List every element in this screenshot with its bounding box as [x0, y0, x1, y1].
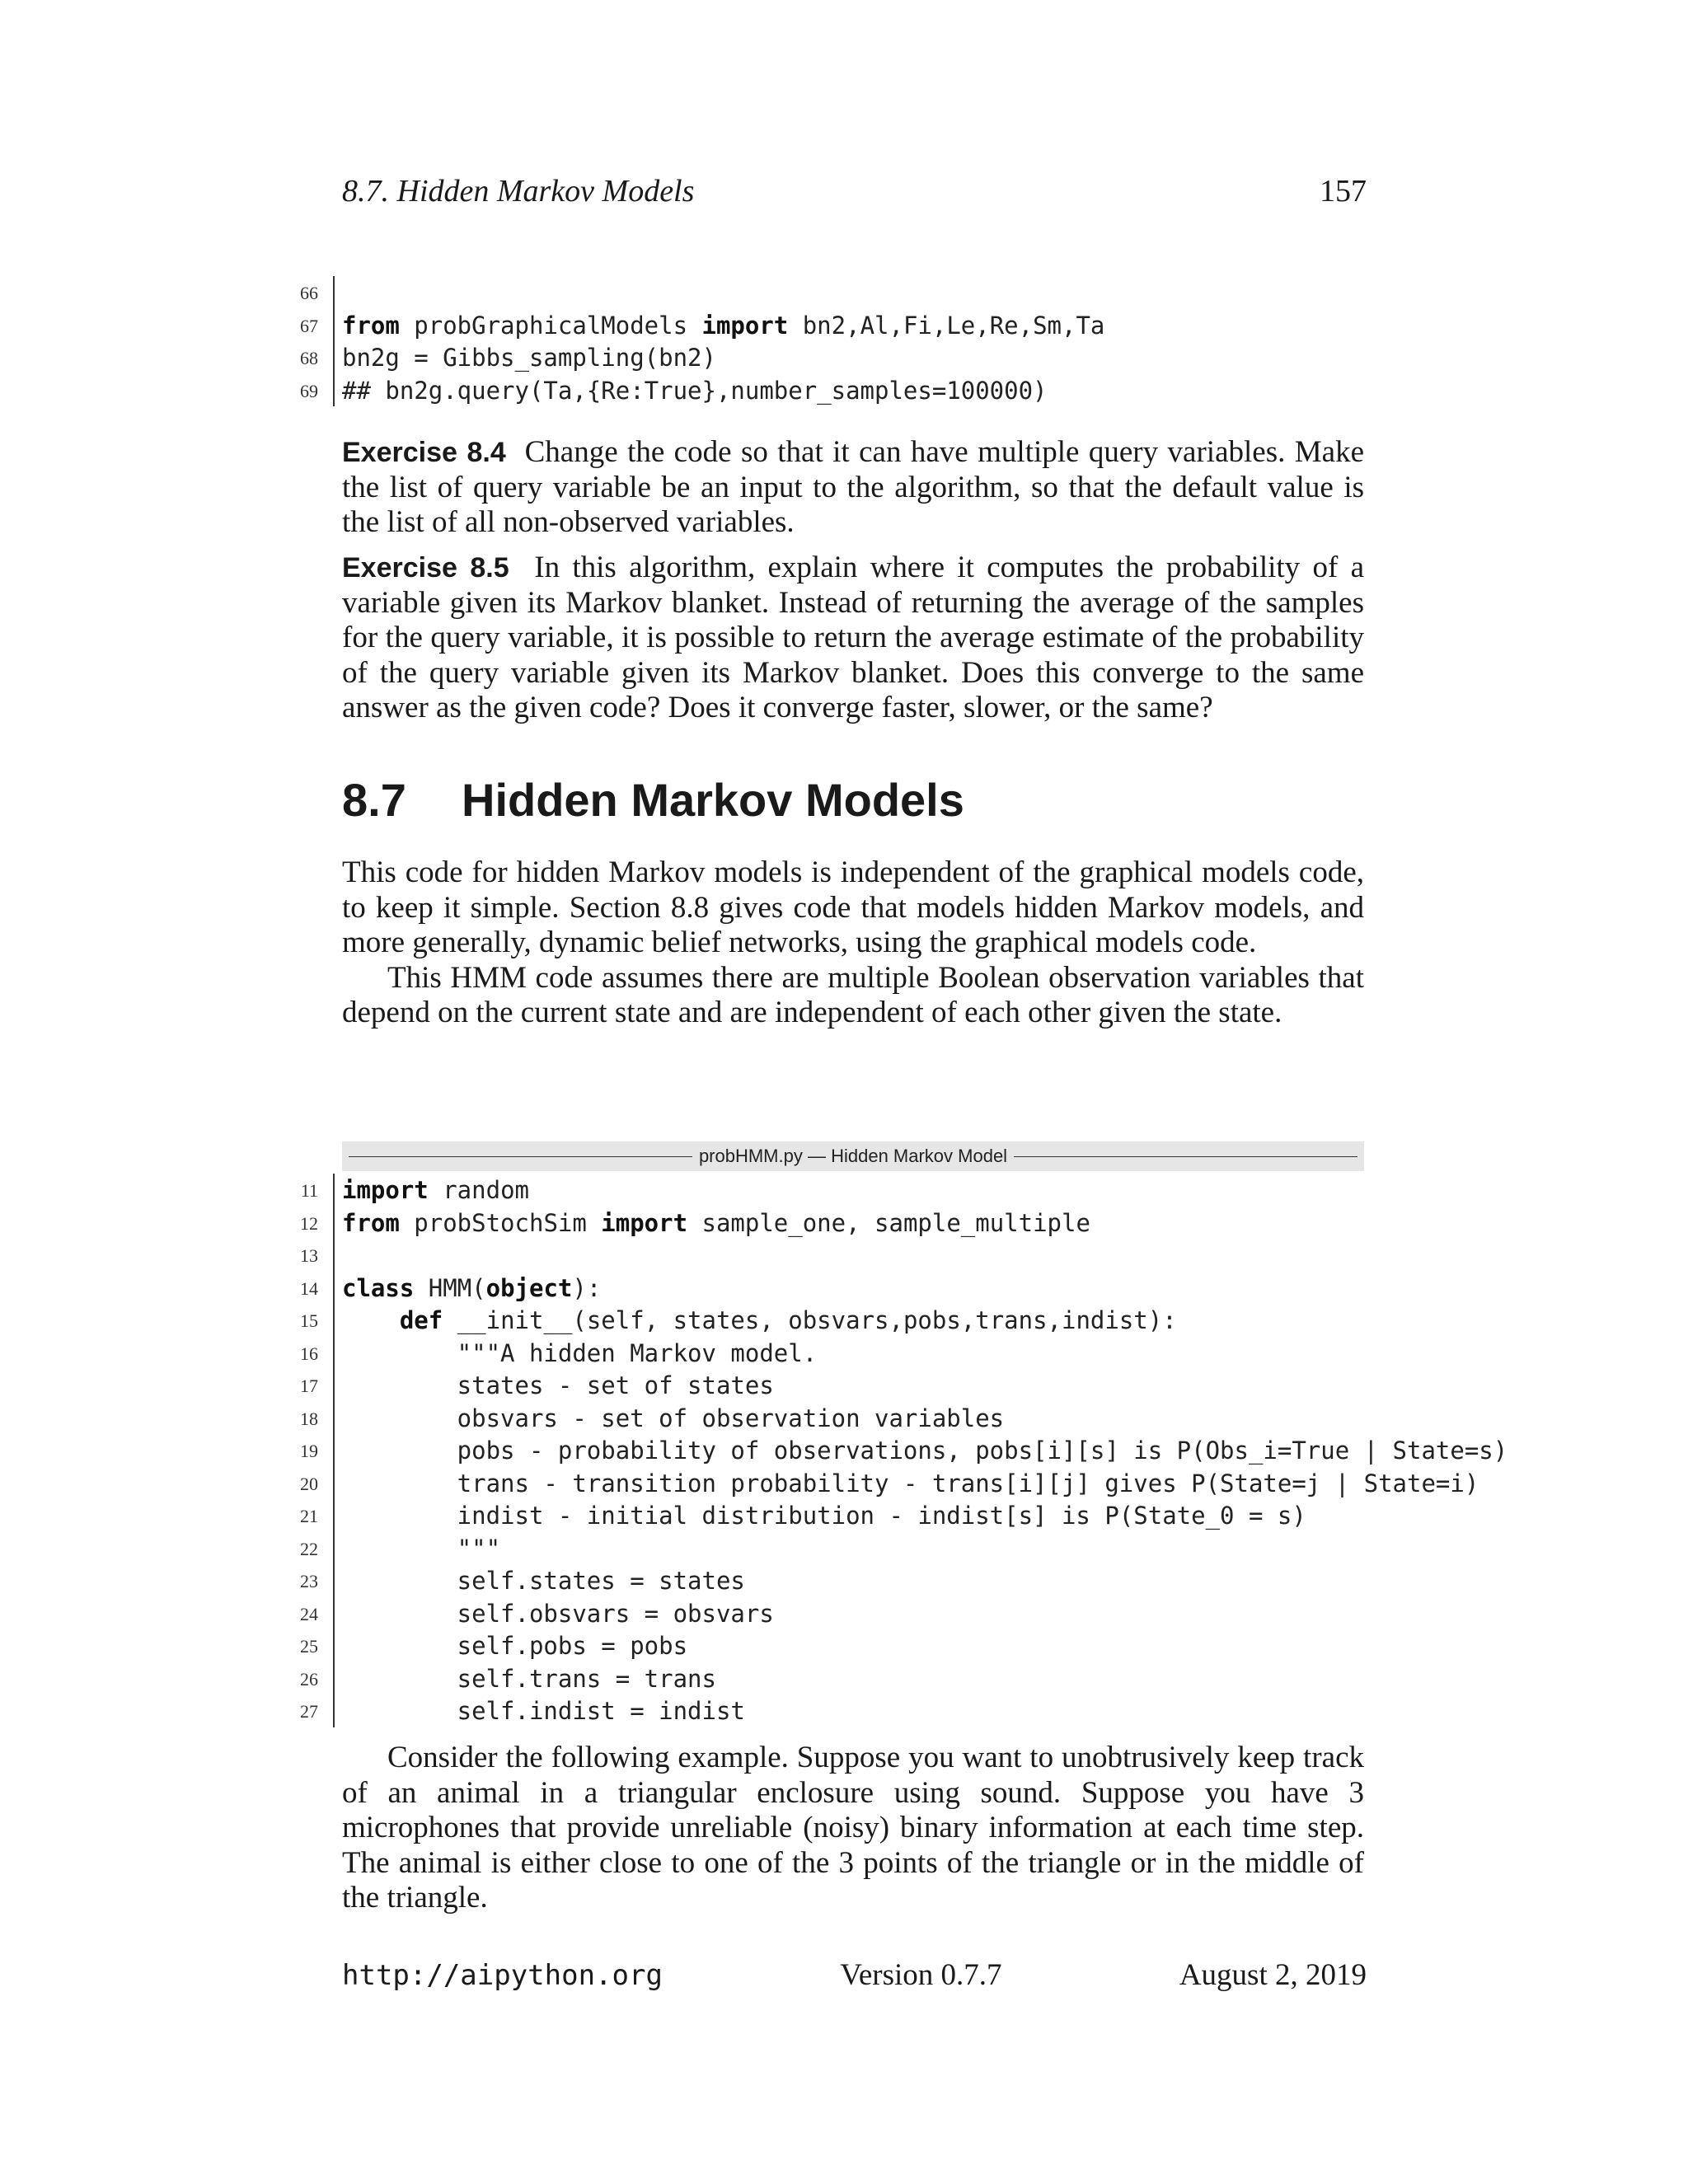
code-line	[0, 1597, 1688, 1630]
code-token: ):	[572, 1273, 602, 1302]
footer-date: August 2, 2019	[1179, 1958, 1367, 1992]
code-token: probGraphicalModels	[399, 311, 702, 340]
code-text	[342, 1404, 1004, 1432]
code-token: self.trans = trans	[342, 1664, 716, 1693]
banner-rule-left	[349, 1156, 692, 1157]
page-footer	[342, 1957, 1367, 1993]
line-number: 23	[300, 1571, 318, 1591]
footer-version: Version 0.7.7	[840, 1958, 1002, 1992]
code-line	[0, 309, 1688, 342]
code-keyword: class	[342, 1273, 415, 1302]
line-number: 15	[300, 1310, 318, 1331]
line-number: 25	[300, 1636, 318, 1657]
code-text	[342, 1632, 687, 1660]
code-text	[342, 1176, 529, 1204]
exercise-label: Exercise 8.4	[342, 437, 506, 468]
code-line	[0, 341, 1688, 374]
code-listing-hmm	[0, 1174, 1688, 1727]
exercise-text: In this algorithm, explain where it computes the probability of a variable given its Markov blanket. Instead of returning the average of the samples for the query variable, it is possible to return the average estimate of the probability of the query variable given its Markov blanket. Does this converge to the same answer as the given code? Does it converge faster, slower, or the same?	[342, 551, 1365, 724]
code-token: probStochSim	[399, 1208, 602, 1237]
code-line	[0, 374, 1688, 407]
section-number: 8.7	[342, 774, 406, 826]
page-number: 157	[1320, 174, 1367, 209]
banner-rule-right	[1014, 1156, 1357, 1157]
section-title: Hidden Markov Models	[462, 774, 964, 826]
code-line	[0, 1402, 1688, 1435]
line-number: 67	[300, 315, 318, 336]
code-line	[0, 1564, 1688, 1597]
code-token: """A hidden Markov model.	[342, 1338, 818, 1367]
code-line	[0, 1207, 1688, 1240]
running-header-title: 8.7. Hidden Markov Models	[342, 174, 695, 209]
line-number: 16	[300, 1343, 318, 1364]
code-text	[342, 1535, 500, 1563]
line-number: 66	[300, 283, 318, 303]
code-line	[0, 1499, 1688, 1532]
code-token: __init__(self, states, obsvars,pobs,trans,indist):	[443, 1306, 1177, 1334]
code-line	[0, 1369, 1688, 1402]
line-number: 17	[300, 1376, 318, 1396]
code-token: self.states = states	[342, 1567, 745, 1595]
line-number: 18	[300, 1408, 318, 1429]
code-token	[342, 1306, 400, 1334]
code-text	[342, 1209, 1090, 1237]
code-text	[342, 1306, 1177, 1334]
code-token: random	[428, 1176, 529, 1204]
code-line	[0, 1434, 1688, 1467]
code-token: bn2,Al,Fi,Le,Re,Sm,Ta	[788, 311, 1105, 340]
line-number: 27	[300, 1701, 318, 1722]
code-keyword: import	[601, 1208, 688, 1237]
code-line	[0, 1174, 1688, 1207]
code-text	[342, 1665, 716, 1693]
running-header	[342, 173, 1367, 209]
code-token: self.indist = indist	[342, 1697, 745, 1725]
code-text	[342, 1436, 1507, 1465]
code-token: sample_one, sample_multiple	[687, 1208, 1090, 1237]
code-token: states - set of states	[342, 1371, 774, 1399]
line-number: 68	[300, 348, 318, 368]
code-line	[0, 1467, 1688, 1500]
code-text	[342, 1600, 774, 1628]
code-text	[342, 1697, 745, 1725]
line-number: 26	[300, 1668, 318, 1690]
code-line	[0, 1337, 1688, 1370]
exercise-label: Exercise 8.5	[342, 552, 509, 583]
code-line	[0, 1662, 1688, 1695]
code-file-label: probHMM.py — Hidden Markov Model	[698, 1146, 1008, 1166]
code-token: ## bn2g.query(Ta,{Re:True},number_samples=100000)	[342, 376, 1048, 405]
code-line	[0, 1694, 1688, 1727]
code-token: self.pobs = pobs	[342, 1632, 688, 1660]
exercise-text: Change the code so that it can have multiple query variables. Make the list of query variable be an input to the algorithm, so that the default value is the list of all non-observed variables.	[342, 435, 1364, 539]
line-number: 14	[300, 1277, 318, 1299]
exercise-8-5	[342, 551, 1364, 726]
code-line	[0, 1239, 1688, 1272]
code-token: obsvars - set of observation variables	[342, 1404, 1005, 1432]
code-line	[0, 276, 1688, 309]
code-text	[342, 1502, 1306, 1530]
line-number: 69	[300, 380, 318, 401]
intro-paragraph-1: This code for hidden Markov models is independent of the graphical models code, to keep it simple. Section 8.8 gives code that models hidden Markov models, and more generally, dynamic belief networks, using the graphical models code.	[342, 855, 1364, 959]
code-token: self.obsvars = obsvars	[342, 1599, 774, 1628]
code-token: pobs - probability of observations, pobs[i][s] is P(Obs_i=True | State=s)	[342, 1436, 1508, 1465]
code-text	[342, 1567, 745, 1595]
code-token: indist - initial distribution - indist[s] is P(State_0 = s)	[342, 1502, 1306, 1530]
intro-paragraphs	[342, 855, 1364, 1031]
code-text	[342, 1339, 817, 1367]
line-number: 22	[300, 1538, 318, 1559]
code-line	[0, 1304, 1688, 1337]
section-heading	[342, 773, 964, 827]
line-number: 24	[300, 1603, 318, 1624]
code-line	[0, 1629, 1688, 1662]
code-token: trans - transition probability - trans[i][j] gives P(State=j | State=i)	[342, 1469, 1479, 1497]
code-token: bn2g = Gibbs_sampling(bn2)	[342, 344, 716, 372]
footer-url-link[interactable]: http://aipython.org	[342, 1959, 663, 1992]
line-number: 19	[300, 1441, 318, 1461]
code-line	[0, 1532, 1688, 1565]
code-keyword: import	[342, 1176, 429, 1204]
code-keyword: def	[399, 1306, 443, 1334]
code-keyword: import	[701, 311, 789, 340]
code-text	[342, 344, 716, 372]
code-text	[342, 312, 1104, 340]
code-token: HMM(	[414, 1273, 486, 1302]
code-text	[342, 1371, 774, 1399]
code-text	[342, 1469, 1479, 1497]
code-text	[342, 377, 1048, 405]
code-keyword: from	[342, 1208, 400, 1237]
code-file-banner	[342, 1141, 1364, 1171]
line-number: 21	[300, 1506, 318, 1526]
code-token: """	[342, 1534, 501, 1563]
line-number: 20	[300, 1473, 318, 1494]
line-number: 12	[300, 1212, 318, 1234]
example-paragraph	[342, 1741, 1364, 1916]
code-keyword: object	[485, 1273, 573, 1302]
example-paragraph-text: Consider the following example. Suppose you want to unobtrusively keep track of an animal in a triangular enclosure using sound. Suppose you have 3 microphones that provide unreliable (noisy) binary information at each time step. The animal is either close to one of the 3 points of the triangle or in the middle of the triangle.	[342, 1741, 1364, 1915]
line-number: 11	[300, 1180, 318, 1201]
code-keyword: from	[342, 311, 400, 340]
code-text	[342, 1274, 601, 1302]
line-number: 13	[300, 1245, 318, 1266]
code-line	[0, 1272, 1688, 1305]
exercise-8-4	[342, 435, 1364, 541]
code-listing-gibbs	[0, 276, 1688, 406]
intro-paragraph-2: This HMM code assumes there are multiple Boolean observation variables that depend on the current state and are independent of each other given the state.	[342, 960, 1364, 1029]
